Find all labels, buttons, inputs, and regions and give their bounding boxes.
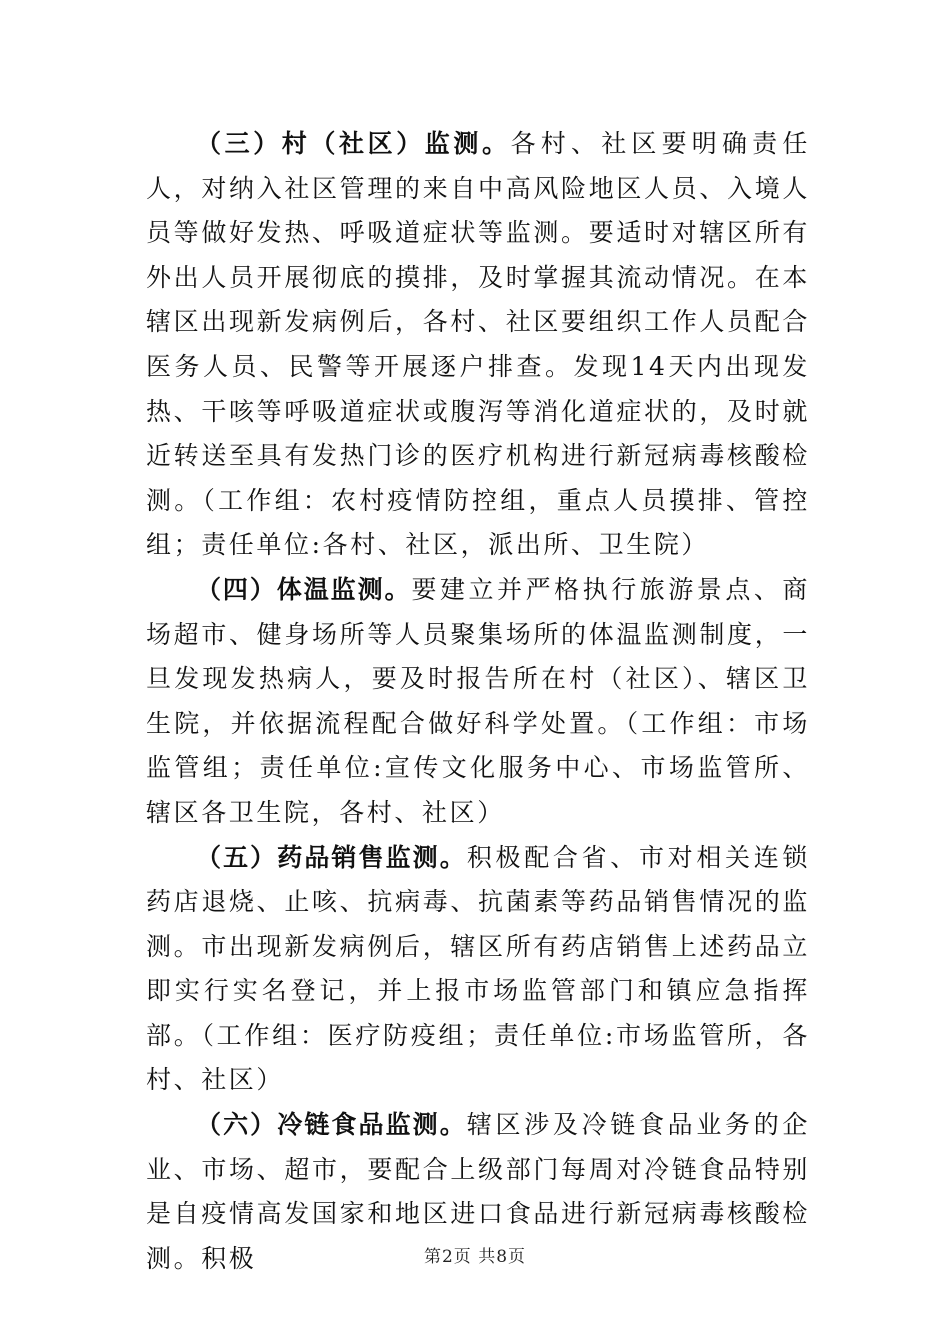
section-heading: （五）药品销售监测。 — [196, 842, 467, 872]
section-heading: （六）冷链食品监测。 — [196, 1110, 467, 1140]
paragraph-text: 积极配合省、市对相关连锁药店退烧、止咳、抗病毒、抗菌素等药品销售情况的监测。市出现新发病例后，辖区所有药店销售上述药品立即实行实名登记，并上报市场监管部门和镇应急指挥部。（工作组：医疗防疫组；责任单位:市场监管所，各村、社区） — [146, 842, 810, 1095]
paragraph-village-monitoring — [146, 122, 810, 568]
paragraph-temperature-monitoring — [146, 568, 810, 836]
paragraph-text: 各村、社区要明确责任人，对纳入社区管理的来自中高风险地区人员、入境人员等做好发热、呼吸道症状等监测。要适时对辖区所有外出人员开展彻底的摸排，及时掌握其流动情况。在本辖区出现新发病例后，各村、社区要组织工作人员配合医务人员、民警等开展逐户排查。发现14天内出现发热、干咳等呼吸道症状或腹泻等消化道症状的，及时就近转送至具有发热门诊的医疗机构进行新冠病毒核酸检测。（工作组：农村疫情防控组，重点人员摸排、管控组；责任单位:各村、社区，派出所、卫生院） — [146, 129, 810, 560]
document-body — [146, 122, 810, 1281]
paragraph-drug-sales-monitoring — [146, 836, 810, 1104]
section-heading: （四）体温监测。 — [196, 574, 412, 604]
section-heading: （三）村（社区）监测。 — [196, 129, 511, 158]
page-number-footer: 第2页 共8页 — [423, 1247, 527, 1267]
paragraph-text: 辖区涉及冷链食品业务的企业、市场、超市，要配合上级部门每周对冷链食品特别是自疫情高发国家和地区进口食品进行新冠病毒核酸检测。积极 — [146, 1110, 810, 1273]
paragraph-text: 要建立并严格执行旅游景点、商场超市、健身场所等人员聚集场所的体温监测制度，一旦发现发热病人，要及时报告所在村（社区）、辖区卫生院，并依据流程配合做好科学处置。（工作组：市场监管组；责任单位:宣传文化服务中心、市场监管所、辖区各卫生院，各村、社区） — [146, 574, 810, 827]
